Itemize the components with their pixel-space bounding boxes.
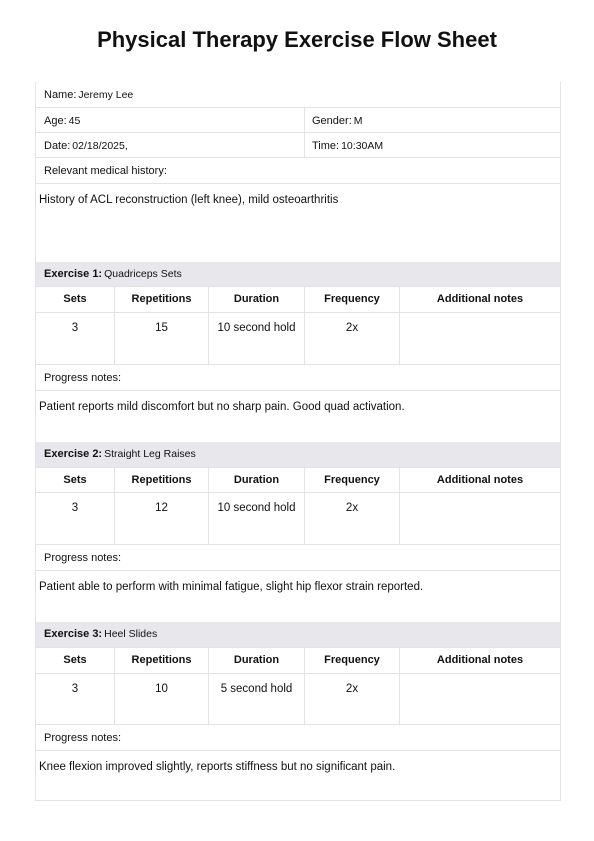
column-header-additional-notes: Additional notes bbox=[436, 654, 524, 666]
exercise-2-header bbox=[36, 442, 560, 468]
exercise-2-progress-label: Progress notes: bbox=[44, 552, 122, 564]
exercise-1-header bbox=[36, 262, 560, 287]
exercise-3-values-row bbox=[36, 674, 560, 725]
exercise-1-repetitions[interactable]: 15 bbox=[115, 313, 209, 364]
date-label: Date: bbox=[44, 140, 71, 152]
exercise-1-progress-text: Patient reports mild discomfort but no sharp pain. Good quad activation. bbox=[39, 401, 405, 413]
exercise-2-additional-notes[interactable] bbox=[400, 493, 560, 544]
exercise-1-progress-label: Progress notes: bbox=[44, 372, 122, 384]
history-label: Relevant medical history: bbox=[44, 165, 167, 177]
gender-value: M bbox=[353, 115, 363, 127]
date-time-row bbox=[36, 133, 560, 158]
name-row bbox=[36, 82, 560, 108]
exercise-2-progress-text: Patient able to perform with minimal fatigue, slight hip flexor strain reported. bbox=[39, 581, 424, 593]
exercise-1-additional-notes[interactable] bbox=[400, 313, 560, 364]
exercise-1-label: Exercise 1: bbox=[44, 268, 103, 280]
time-value: 10:30AM bbox=[341, 140, 384, 152]
exercise-3-progress-text: Knee flexion improved slightly, reports stiffness but no significant pain. bbox=[39, 761, 396, 773]
exercise-3-progress-label-row bbox=[36, 725, 560, 751]
history-field[interactable] bbox=[36, 184, 560, 262]
column-header-repetitions: Repetitions bbox=[115, 287, 209, 312]
exercise-3-duration[interactable]: 5 second hold bbox=[209, 674, 305, 724]
exercise-2-name: Straight Leg Raises bbox=[104, 448, 196, 460]
history-label-row bbox=[36, 158, 560, 184]
column-header-additional-notes: Additional notes bbox=[436, 474, 524, 486]
history-text: History of ACL reconstruction (left knee), mild osteoarthritis bbox=[39, 194, 339, 206]
exercise-1-sets[interactable]: 3 bbox=[36, 313, 115, 364]
time-label: Time: bbox=[312, 140, 340, 152]
flow-sheet-form bbox=[35, 82, 561, 801]
column-header-sets: Sets bbox=[36, 648, 115, 673]
exercise-3-header bbox=[36, 622, 560, 648]
column-header-frequency: Frequency bbox=[305, 648, 400, 673]
exercise-1-values-row bbox=[36, 313, 560, 365]
column-header-sets: Sets bbox=[36, 287, 115, 312]
exercise-1-frequency[interactable]: 2x bbox=[305, 313, 400, 364]
column-header-duration: Duration bbox=[209, 648, 305, 673]
exercise-3-column-headers bbox=[36, 648, 560, 674]
column-header-repetitions: Repetitions bbox=[115, 648, 209, 673]
gender-field[interactable] bbox=[312, 115, 363, 127]
exercise-3-progress-label: Progress notes: bbox=[44, 732, 122, 744]
name-label: Name: bbox=[44, 89, 77, 101]
column-header-duration: Duration bbox=[209, 287, 305, 312]
exercise-2-repetitions[interactable]: 12 bbox=[115, 493, 209, 544]
exercise-3-title[interactable] bbox=[44, 628, 157, 640]
exercise-2-frequency[interactable]: 2x bbox=[305, 493, 400, 544]
age-label: Age: bbox=[44, 115, 67, 127]
column-header-sets: Sets bbox=[36, 468, 115, 492]
exercise-2-values-row bbox=[36, 493, 560, 545]
exercise-2-title[interactable] bbox=[44, 448, 196, 460]
exercise-2-progress-label-row bbox=[36, 545, 560, 571]
exercise-2-duration[interactable]: 10 second hold bbox=[209, 493, 305, 544]
exercise-1-duration[interactable]: 10 second hold bbox=[209, 313, 305, 364]
exercise-2-label: Exercise 2: bbox=[44, 448, 103, 460]
date-field[interactable] bbox=[44, 140, 128, 152]
column-header-frequency: Frequency bbox=[305, 287, 400, 312]
column-header-additional-notes: Additional notes bbox=[436, 293, 524, 305]
age-value: 45 bbox=[68, 115, 81, 127]
column-header-frequency: Frequency bbox=[305, 468, 400, 492]
exercise-3-name: Heel Slides bbox=[104, 628, 158, 640]
exercise-3-additional-notes[interactable] bbox=[400, 674, 560, 724]
gender-label: Gender: bbox=[312, 115, 352, 127]
exercise-1-progress-field[interactable] bbox=[36, 391, 560, 442]
time-field[interactable] bbox=[312, 140, 383, 152]
exercise-1-column-headers bbox=[36, 287, 560, 313]
exercise-3-repetitions[interactable]: 10 bbox=[115, 674, 209, 724]
exercise-1-name: Quadriceps Sets bbox=[104, 268, 182, 280]
exercise-1-progress-label-row bbox=[36, 365, 560, 391]
exercise-2-column-headers bbox=[36, 468, 560, 493]
exercise-3-sets[interactable]: 3 bbox=[36, 674, 115, 724]
age-gender-row bbox=[36, 108, 560, 133]
column-header-duration: Duration bbox=[209, 468, 305, 492]
date-value: 02/18/2025, bbox=[72, 140, 128, 152]
exercise-3-frequency[interactable]: 2x bbox=[305, 674, 400, 724]
exercise-3-progress-field[interactable] bbox=[36, 751, 560, 801]
exercise-2-progress-field[interactable] bbox=[36, 571, 560, 622]
name-value: Jeremy Lee bbox=[78, 89, 134, 101]
name-field[interactable] bbox=[44, 89, 133, 101]
exercise-1-title[interactable] bbox=[44, 268, 182, 280]
column-header-repetitions: Repetitions bbox=[115, 468, 209, 492]
exercise-2-sets[interactable]: 3 bbox=[36, 493, 115, 544]
age-field[interactable] bbox=[44, 115, 80, 127]
page-title: Physical Therapy Exercise Flow Sheet bbox=[97, 27, 497, 52]
exercise-3-label: Exercise 3: bbox=[44, 628, 103, 640]
